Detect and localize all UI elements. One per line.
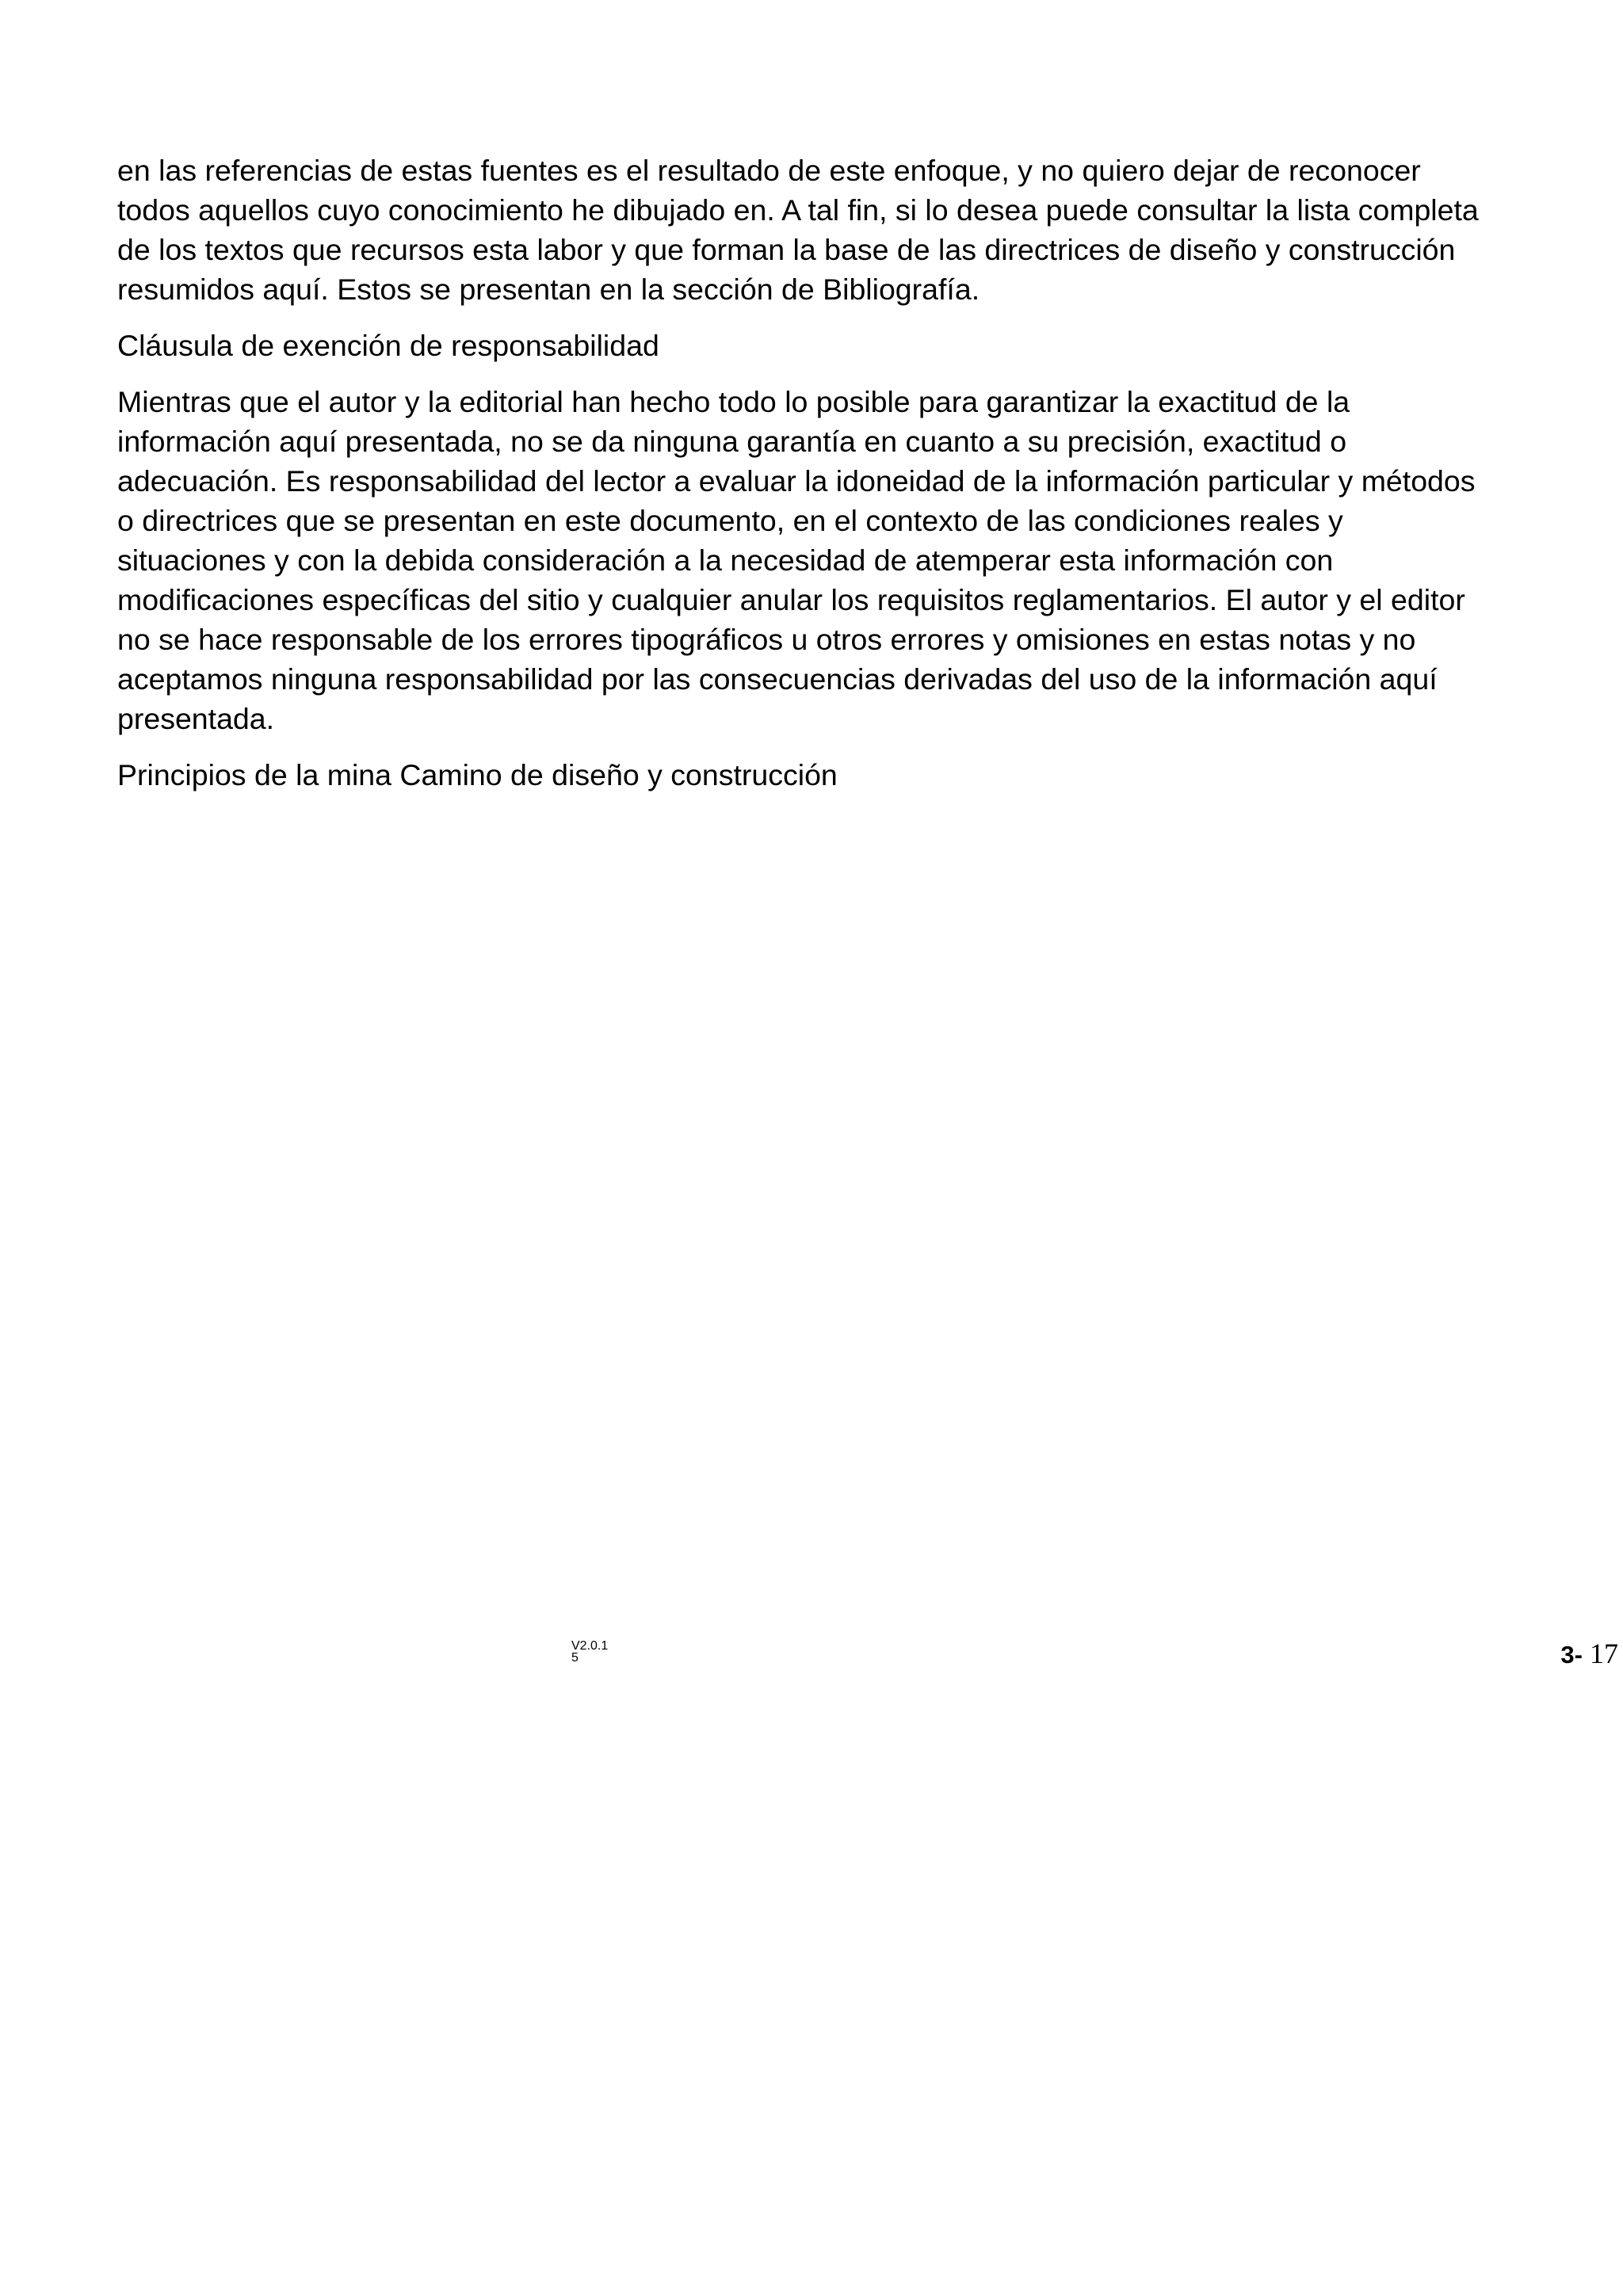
footer-chapter: 3- <box>1560 1641 1583 1669</box>
page-body <box>117 151 1512 811</box>
footer-page-number <box>1560 1638 1618 1671</box>
footer-page: 17 <box>1583 1638 1618 1669</box>
paragraph-references: en las referencias de estas fuentes es el resultado de este enfoque, y no quiero dejar de reconocer todos aquellos cuyo conocimiento he dibujado en. A tal fin, si lo desea puede consultar la lista completa de los textos que recursos esta labor y que forman la base de las directrices de diseño y construcción resumidos aquí. Estos se presentan en la sección de Bibliografía. <box>117 154 1479 306</box>
heading-principles: Principios de la mina Camino de diseño y construcción <box>117 758 838 791</box>
paragraph-disclaimer: Mientras que el autor y la editorial han hecho todo lo posible para garantizar la exactitud de la información aquí presentada, no se da ninguna garantía en cuanto a su precisión, exactitud o adecuación. Es responsabilidad del lector a evaluar la idoneidad de la información particular y métodos o directrices que se presentan en este documento, en el contexto de las condiciones reales y situaciones y con la debida consideración a la necesidad de atemperar esta información con modificaciones específicas del sitio y cualquier anular los requisitos reglamentarios. El autor y el editor no se hace responsable de los errores tipográficos u otros errores y omisiones en estas notas y no aceptamos ninguna responsabilidad por las consecuencias derivadas del uso de la información aquí presentada. <box>117 385 1476 735</box>
footer-version: V2.0.1 5 <box>571 1639 609 1665</box>
heading-disclaimer: Cláusula de exención de responsabilidad <box>117 329 659 362</box>
